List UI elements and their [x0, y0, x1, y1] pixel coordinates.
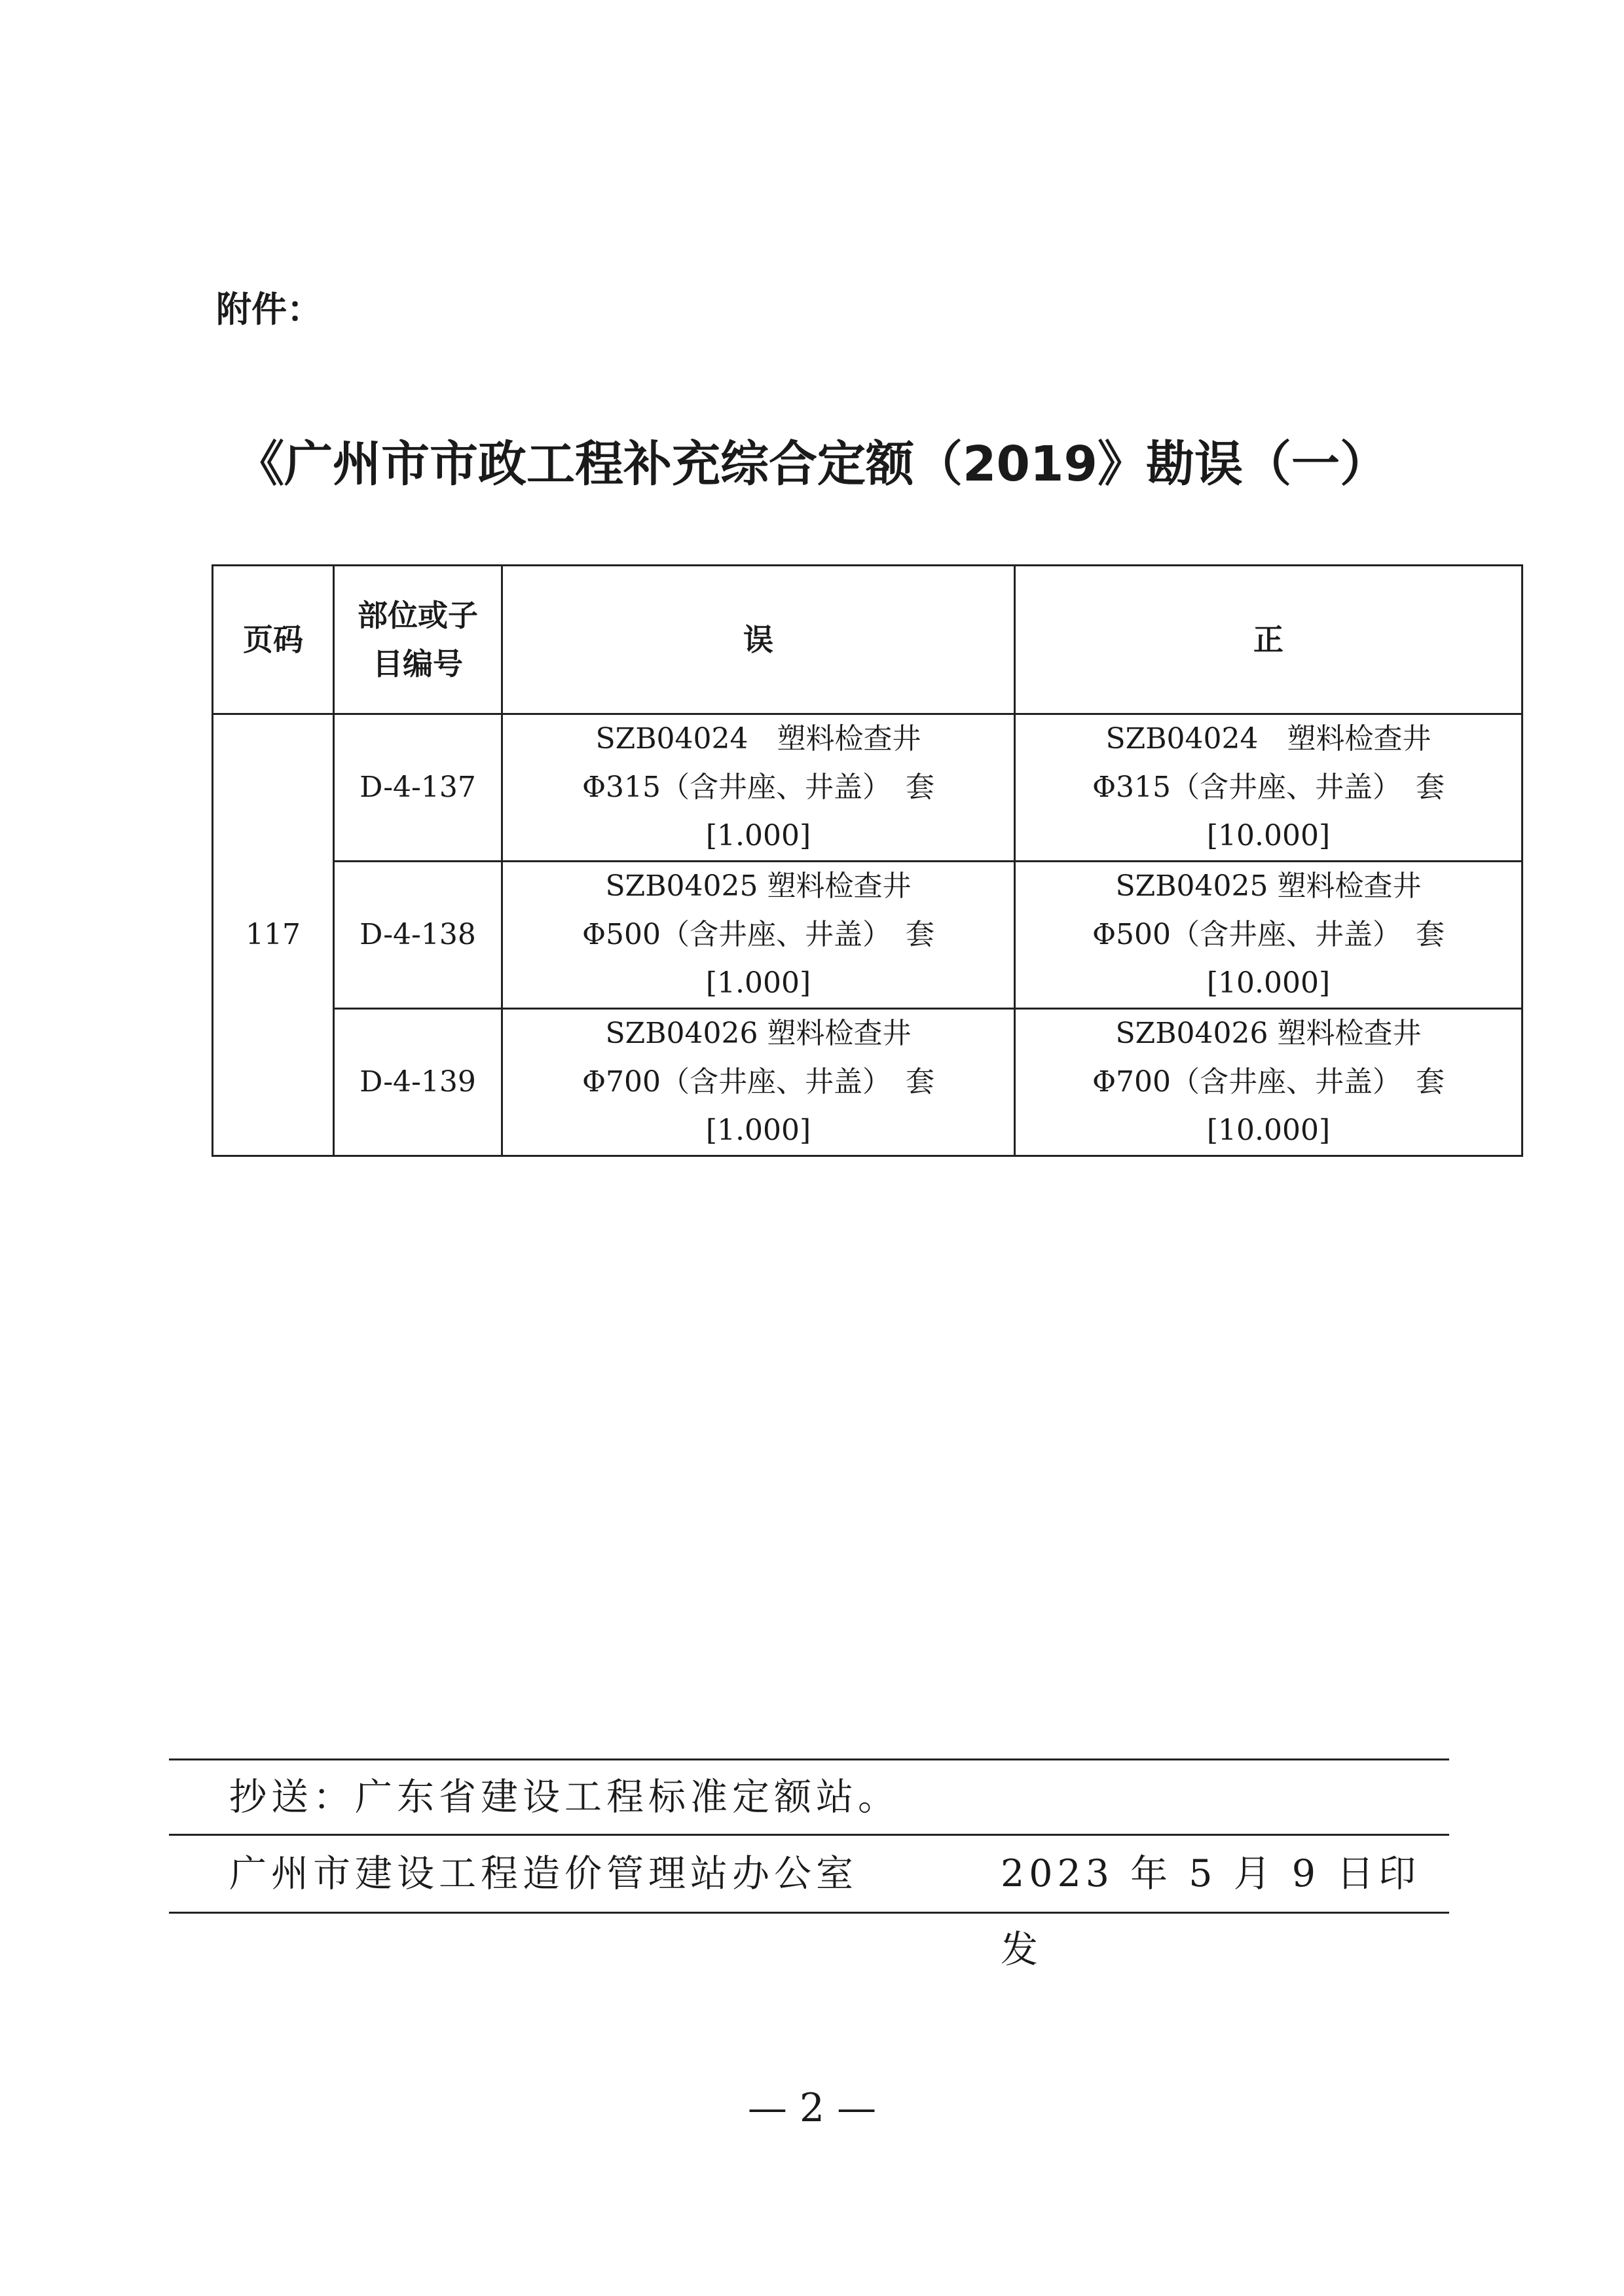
- header-wrong: 误: [502, 566, 1015, 714]
- table-row: [213, 862, 1522, 1009]
- item-cell: D-4-137: [334, 714, 502, 862]
- item-cell: D-4-138: [334, 862, 502, 1009]
- correct-cell: SZB04026 塑料检查井 Φ700（含井座、井盖） 套 [10.000]: [1015, 1009, 1522, 1156]
- wrong-cell: SZB04026 塑料检查井 Φ700（含井座、井盖） 套 [1.000]: [502, 1009, 1015, 1156]
- issue-date: 2023 年 5 月 9 日印发: [1001, 1852, 1421, 1971]
- correct-cell: SZB04025 塑料检查井 Φ500（含井座、井盖） 套 [10.000]: [1015, 862, 1522, 1009]
- correct-cell: SZB04024 塑料检查井 Φ315（含井座、井盖） 套 [10.000]: [1015, 714, 1522, 862]
- item-cell: D-4-139: [334, 1009, 502, 1156]
- issue-line: [169, 1834, 1449, 1971]
- wrong-cell: SZB04024 塑料检查井 Φ315（含井座、井盖） 套 [1.000]: [502, 714, 1015, 862]
- page-cell: 117: [213, 714, 334, 1156]
- table-header-row: [213, 566, 1522, 714]
- attachment-label: 附件：: [216, 289, 322, 330]
- table-row: [213, 1009, 1522, 1156]
- issuer: 广州市建设工程造价管理站办公室: [229, 1852, 858, 1895]
- document-title: 《广州市市政工程补充综合定额（2019》勘误（一）: [236, 436, 1388, 492]
- errata-table: [212, 564, 1523, 1157]
- header-correct: 正: [1015, 566, 1522, 714]
- header-item: 部位或子 目编号: [334, 566, 502, 714]
- header-page: 页码: [213, 566, 334, 714]
- table-row: [213, 714, 1522, 862]
- distribution-block: [169, 1758, 1449, 1971]
- cc-line: 抄送：广东省建设工程标准定额站。: [229, 1776, 900, 1819]
- wrong-cell: SZB04025 塑料检查井 Φ500（含井座、井盖） 套 [1.000]: [502, 862, 1015, 1009]
- page-number: — 2 —: [747, 2085, 877, 2131]
